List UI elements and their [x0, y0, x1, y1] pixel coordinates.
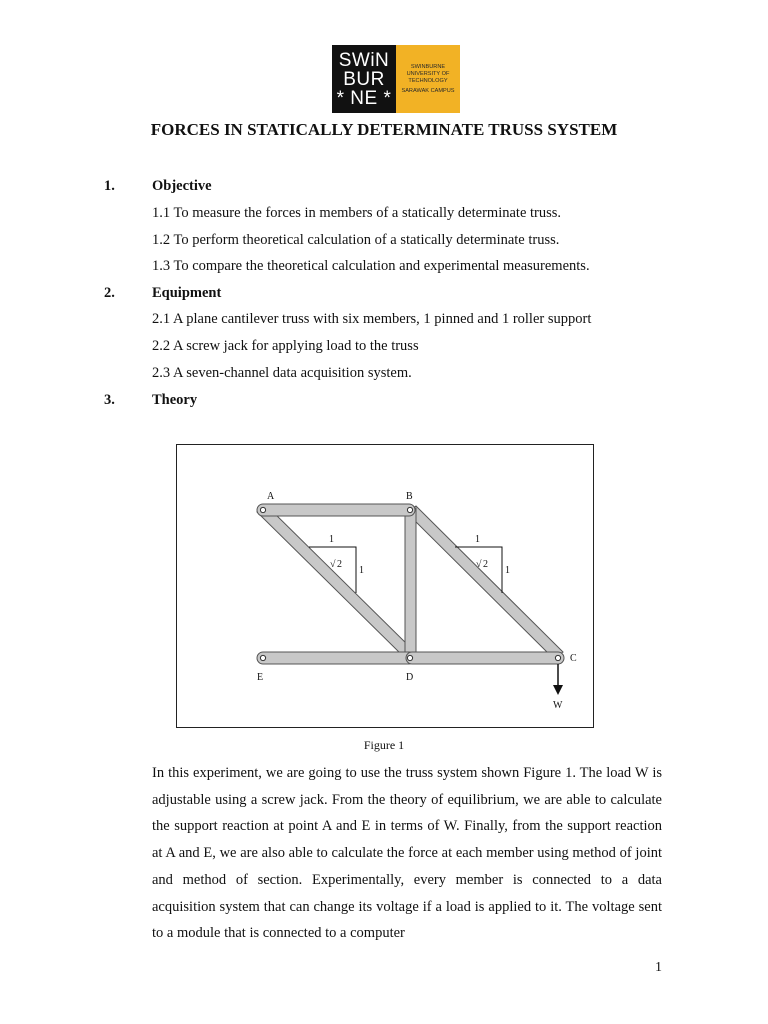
logo-line-3: * NE * [336, 87, 392, 109]
member-ab [257, 504, 415, 516]
node-label-c: C [570, 653, 577, 664]
section-1-title: Objective [152, 178, 212, 194]
pin-a [260, 507, 265, 512]
truss-diagram [177, 445, 595, 729]
pin-d [407, 655, 412, 660]
member-dc [406, 652, 564, 664]
logo-line-2: BUR [343, 68, 385, 90]
logo-line-1: SWiN [338, 49, 390, 71]
slope-left-sqrt-symbol: √ [330, 559, 336, 570]
slope-left-hyp: 2 [337, 559, 342, 570]
university-logo [332, 45, 460, 113]
member-ed [257, 652, 415, 664]
document-title: FORCES IN STATICALLY DETERMINATE TRUSS SYSTEM [150, 120, 618, 139]
pin-c [555, 655, 560, 660]
node-label-d: D [406, 672, 414, 683]
node-label-a: A [267, 491, 275, 502]
slope-right-run: 1 [475, 534, 480, 545]
logo-university-line-1: SWINBURNE [410, 63, 446, 70]
node-label-b: B [406, 491, 413, 502]
equipment-item-1: 2.1 A plane cantilever truss with six members, 1 pinned and 1 roller support [152, 311, 592, 327]
section-1-number: 1. [104, 178, 115, 194]
slope-left-run: 1 [329, 534, 334, 545]
logo-campus: SARAWAK CAMPUS [401, 87, 455, 94]
page-number: 1 [655, 960, 662, 975]
figure-caption: Figure 1 [363, 738, 405, 752]
slope-right-rise: 1 [505, 565, 510, 576]
section-2-number: 2. [104, 285, 115, 301]
objective-item-2: 1.2 To perform theoretical calculation of a statically determinate truss. [152, 232, 560, 248]
load-label-w: W [553, 700, 563, 711]
objective-item-1: 1.1 To measure the forces in members of a statically determinate truss. [152, 205, 562, 221]
slope-right-sqrt-symbol: √ [476, 559, 482, 570]
equipment-item-3: 2.3 A seven-channel data acquisition system. [152, 365, 412, 381]
truss-figure [176, 444, 594, 728]
section-2-title: Equipment [152, 285, 222, 301]
slope-right-hyp: 2 [483, 559, 488, 570]
member-bd [405, 508, 416, 658]
logo-university-line-2: UNIVERSITY OF [406, 70, 450, 77]
logo-university-line-3: TECHNOLOGY [408, 77, 448, 84]
slope-left-rise: 1 [359, 565, 364, 576]
body-paragraph: In this experiment, we are going to use the truss system shown Figure 1. The load W is adjustable using a screw jack. From the theory of equilibrium, we are able to calculate the support reaction at point A and E in terms of W. Finally, from the support reaction at A and E, we are also able to calculate the force at each member using method of joint and method of section. Experimentally, every member is connected to a data acquisition system that can change its voltage if a load is applied to it. The voltage sent to a module that is connected to a computer [152, 765, 662, 942]
load-arrow-head [553, 685, 563, 695]
member-bc [406, 506, 563, 658]
pin-e [260, 655, 265, 660]
section-3-number: 3. [104, 392, 115, 408]
pin-b [407, 507, 412, 512]
logo-wordmark [332, 45, 396, 113]
member-ad [257, 506, 415, 658]
node-label-e: E [257, 672, 264, 683]
objective-item-3: 1.3 To compare the theoretical calculation and experimental measurements. [152, 258, 590, 274]
equipment-item-2: 2.2 A screw jack for applying load to the truss [152, 338, 419, 354]
section-3-title: Theory [152, 392, 198, 408]
logo-university-name [396, 45, 460, 113]
